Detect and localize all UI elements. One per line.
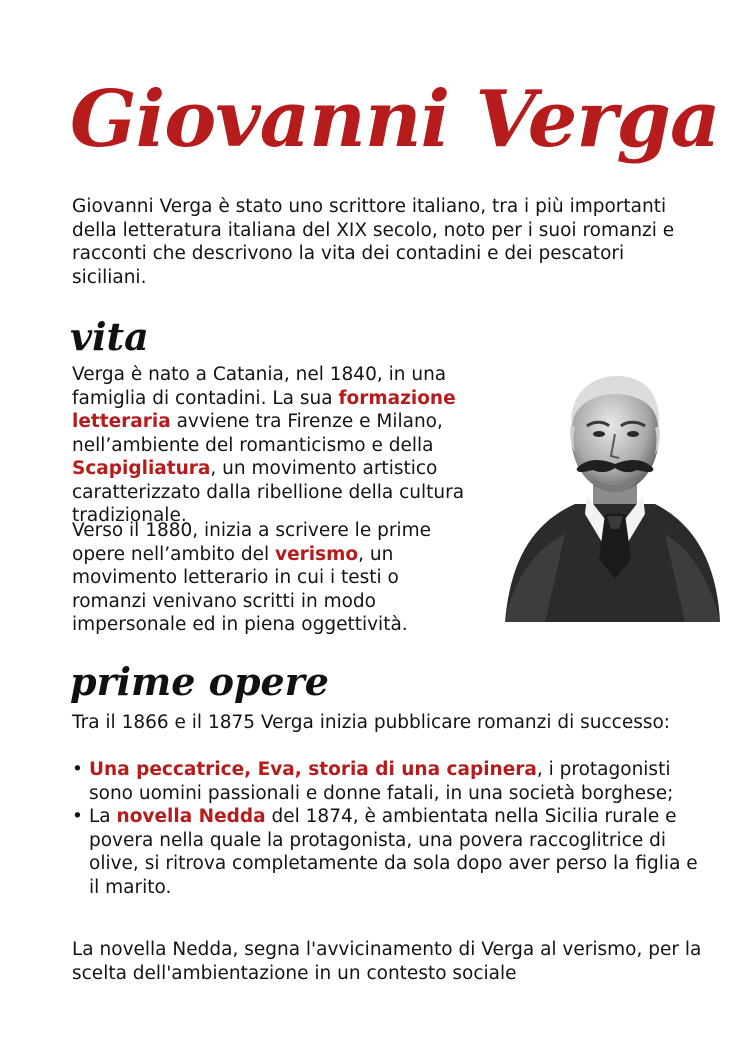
section-heading-prime-opere: prime opere [70,659,329,704]
section-heading-vita: vita [70,314,149,359]
vita-p1-text-3: , un movimento artistico caratterizzato dalla ribellione della cultura tradizionale. [72,458,465,526]
list-item [72,758,712,805]
vita-paragraph-1 [72,363,512,528]
list-item-prefix: La [89,806,117,827]
list-item [72,805,712,899]
vita-paragraph-2 [72,519,452,637]
highlight-verismo: verismo [275,543,359,565]
highlight-works-title: Una peccatrice, Eva, storia di una capinera [89,759,537,780]
portrait-image [505,364,720,622]
prime-opere-intro: Tra il 1866 e il 1875 Verga inizia pubblicare romanzi di successo: [72,712,671,733]
intro-paragraph: Giovanni Verga è stato uno scrittore italiano, tra i più importanti della letteratura italiana del XIX secolo, noto per i suoi romanzi e racconti che descrivono la vita dei contadini e dei pescatori siciliani. [72,196,675,288]
highlight-scapigliatura: Scapigliatura [72,458,211,479]
list-item-text: , i protagonisti sono uomini passionali e donne fatali, in una società borghese; [89,759,674,804]
vita-p2-text-1: Verso il 1880, inizia a scrivere le prime opere nell’ambito del [72,520,431,565]
page-title: Giovanni Verga [70,74,720,165]
closing-paragraph: La novella Nedda, segna l'avvicinamento di Verga al verismo, per la scelta dell'ambientazione in un contesto sociale [72,939,702,984]
highlight-formazione-letteraria: formazione letteraria [72,387,456,432]
highlight-novella-nedda: novella Nedda [116,806,266,827]
list-item-text: del 1874, è ambientata nella Sicilia rurale e povera nella quale la protagonista, una povera raccoglitrice di olive, si ritrova completamente da sola dopo aver perso la figlia e il marito. [89,806,698,898]
vita-p1-text-1: Verga è nato a Catania, nel 1840, in una famiglia di contadini. La sua [72,364,447,409]
vita-p1-text-2: avviene tra Firenze e Milano, nell’ambiente del romanticismo e della [72,411,443,456]
works-list [72,758,712,899]
vita-p2-text-2: , un movimento letterario in cui i testi o romanzi venivano scritti in modo impersonale ed in piena oggettività. [72,543,408,635]
